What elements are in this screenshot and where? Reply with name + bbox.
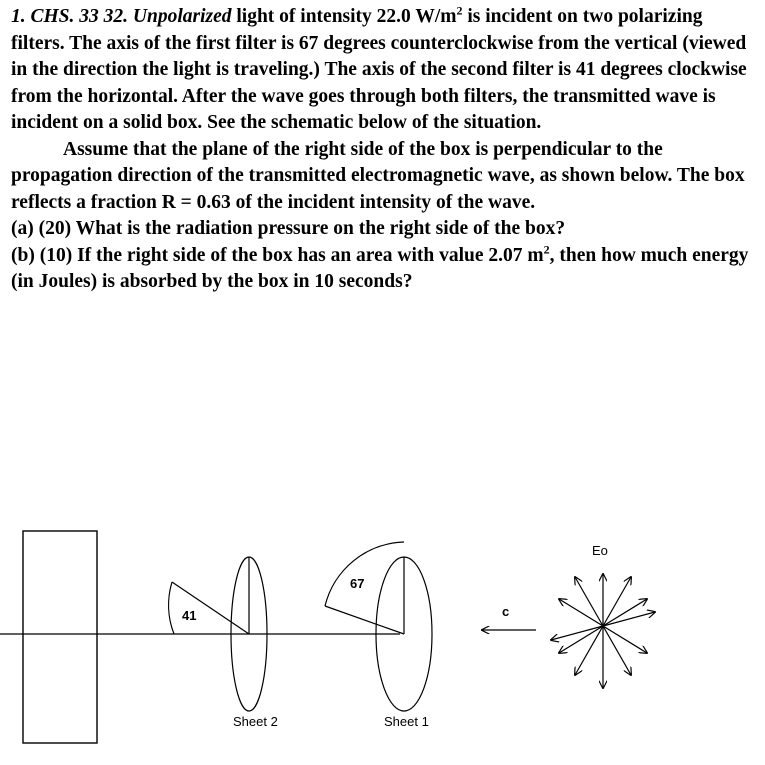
sheet-1 — [325, 542, 432, 729]
problem-paragraph-1 — [11, 4, 759, 137]
field-vector-3 — [575, 626, 603, 675]
field-vector-10 — [603, 626, 631, 675]
question-b-text-b: , then how much energy (in Joules) is absorbed by the box in 10 seconds? — [11, 244, 749, 292]
question-a: (a) (20) What is the radiation pressure on the right side of the box? — [11, 218, 566, 239]
unpolarized-field-star — [551, 574, 655, 688]
field-vector-7 — [551, 626, 603, 640]
field-vector-2 — [603, 577, 631, 626]
superscript-2-b: 2 — [543, 242, 550, 256]
sheet-2-angle-label: 41 — [182, 608, 197, 623]
sheet-1-label: Sheet 1 — [384, 714, 429, 729]
sheet-1-angle-label: 67 — [350, 576, 365, 591]
sheet-2 — [169, 557, 278, 729]
schematic-diagram — [0, 500, 765, 765]
field-vector-6 — [603, 612, 655, 626]
field-label: Eo — [592, 543, 608, 558]
question-b — [11, 243, 759, 296]
sheet-1-axis-line — [325, 606, 404, 634]
solid-box — [23, 531, 97, 743]
question-b-text-a: (b) (10) If the right side of the box has an area with value 2.07 m — [11, 244, 544, 266]
problem-paragraph-2: Assume that the plane of the right side of the box is perpendicular to the propagation direction of the transmitted electromagnetic wave, as shown below. The box reflects a fraction R = 0.63 of the incident intensity of the wave. — [11, 138, 745, 213]
field-vector-4 — [603, 599, 647, 626]
sheet-2-angle-arc — [169, 582, 174, 634]
superscript-2: 2 — [456, 3, 463, 18]
problem-heading: 1. CHS. 33 32. Unpolarized — [11, 6, 232, 27]
sheet-2-label: Sheet 2 — [233, 714, 278, 729]
problem-text-1b: is incident on two polarizing filters. The axis of the first filter is 67 degrees counterclockwise from the vertical (viewed in the direction the light is traveling.) The axis of the second filter is 41 degrees clockwise from the horizontal. After the wave goes through both filters, the transmitted wave is incident on a solid box. See the schematic below of the situation. — [11, 6, 747, 133]
field-vector-5 — [559, 626, 603, 653]
speed-label: c — [502, 604, 510, 619]
problem-text — [11, 4, 759, 296]
problem-text-1a: light of intensity 22.0 W/m — [231, 6, 457, 27]
field-vector-9 — [559, 599, 603, 626]
field-vector-11 — [575, 577, 603, 626]
field-vector-8 — [603, 626, 647, 653]
sheet-1-angle-arc — [325, 542, 404, 606]
